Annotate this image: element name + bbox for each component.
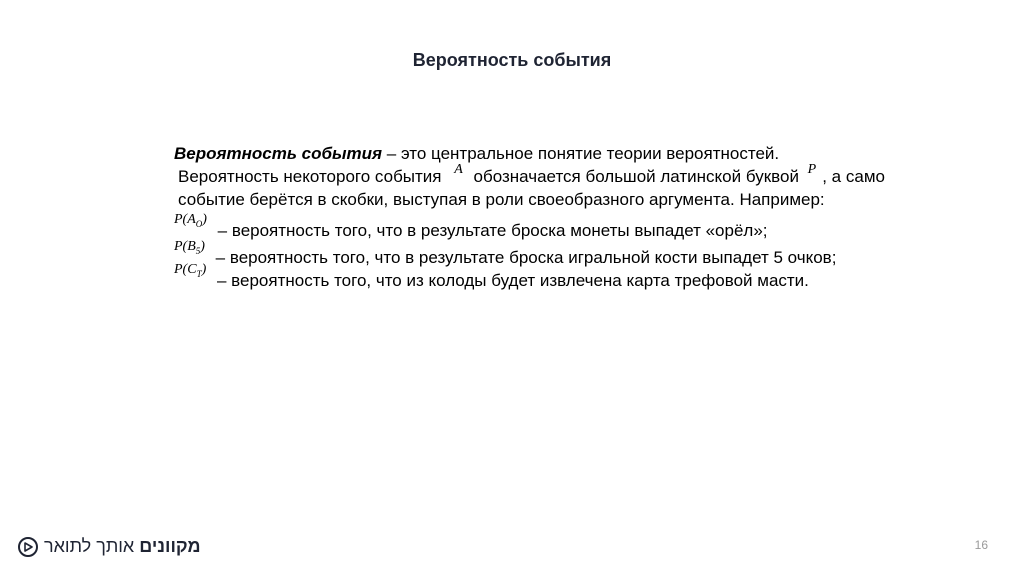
example-text: – вероятность того, что в результате броска монеты выпадет «орёл»; bbox=[217, 221, 768, 240]
intro-text-2: обозначается большой латинской буквой bbox=[468, 167, 804, 186]
intro-text-1: Вероятность некоторого события bbox=[178, 167, 447, 186]
page-number: 16 bbox=[974, 538, 988, 552]
logo-text bbox=[44, 536, 201, 557]
definition-text: – это центральное понятие теории вероятностей. bbox=[382, 144, 780, 163]
symbol-p: P bbox=[807, 162, 817, 177]
formula bbox=[174, 240, 205, 254]
example-text: – вероятность того, что в результате броска игральной кости выпадет 5 очков; bbox=[215, 248, 837, 267]
example-item bbox=[174, 212, 894, 242]
logo-text-regular: אותך לתואר bbox=[44, 536, 140, 556]
example-item bbox=[174, 239, 894, 269]
intro-text-3: , а само событие берётся в скобки, выступая в роли своеобразного аргумента. Например: bbox=[178, 167, 885, 209]
formula-end: ) bbox=[201, 262, 207, 277]
formula-base: P(A bbox=[174, 212, 196, 227]
formula-end: ) bbox=[200, 239, 205, 254]
formula bbox=[174, 213, 207, 227]
formula-base: P(C bbox=[174, 262, 197, 277]
symbol-a: A bbox=[454, 162, 463, 177]
formula-subscript: 5 bbox=[195, 245, 201, 256]
footer-logo[interactable] bbox=[18, 536, 201, 557]
formula-end: ) bbox=[202, 212, 207, 227]
example-item bbox=[174, 262, 894, 292]
play-icon bbox=[18, 537, 38, 557]
definition-term: Вероятность события bbox=[174, 144, 383, 163]
example-text: – вероятность того, что из колоды будет извлечена карта трефовой масти. bbox=[216, 271, 809, 290]
formula-subscript: T bbox=[196, 268, 202, 279]
intro-paragraph bbox=[174, 162, 894, 211]
logo-text-bold: מקוונים bbox=[139, 536, 201, 556]
definition-paragraph bbox=[174, 142, 894, 165]
slide-title: Вероятность события bbox=[412, 50, 612, 70]
formula bbox=[174, 263, 206, 277]
formula-base: P(B bbox=[174, 239, 196, 254]
slide-body bbox=[174, 142, 894, 292]
formula-subscript: O bbox=[195, 218, 203, 229]
